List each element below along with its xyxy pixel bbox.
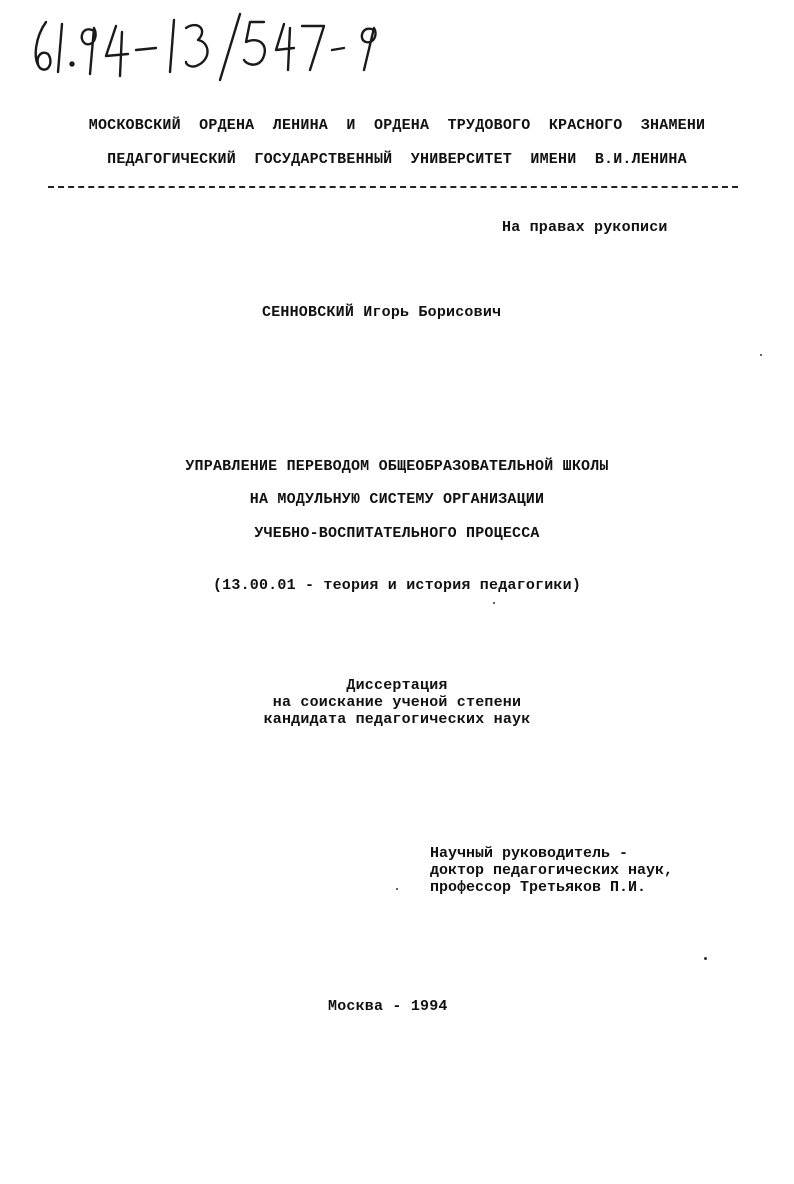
dashed-separator	[48, 186, 738, 188]
manuscript-note: На правах рукописи	[502, 219, 668, 236]
supervisor-line-3: профессор Третьяков П.И.	[430, 879, 647, 896]
author-name: СЕННОВСКИЙ Игорь Борисович	[262, 304, 502, 321]
scan-speck	[396, 888, 398, 890]
scan-speck	[493, 602, 495, 604]
place-and-year: Москва - 1994	[328, 998, 448, 1015]
supervisor-line-2: доктор педагогических наук,	[430, 862, 674, 879]
title-line-3: УЧЕБНО-ВОСПИТАТЕЛЬНОГО ПРОЦЕССА	[254, 525, 540, 542]
specialty-code: (13.00.01 - теория и история педагогики)	[212, 577, 582, 594]
title-line-1: УПРАВЛЕНИЕ ПЕРЕВОДОМ ОБЩЕОБРАЗОВАТЕЛЬНОЙ ШКОЛЫ	[185, 458, 609, 475]
handwritten-archive-code	[28, 6, 388, 82]
supervisor-line-1: Научный руководитель -	[430, 845, 629, 862]
scientific-supervisor	[430, 845, 673, 896]
scan-speck	[760, 354, 762, 356]
degree-line-2: на соискание ученой степени	[272, 694, 522, 711]
scan-speck	[704, 957, 707, 960]
institution-line-1: МОСКОВСКИЙ ОРДЕНА ЛЕНИНА И ОРДЕНА ТРУДОВОГО КРАСНОГО ЗНАМЕНИ	[88, 117, 706, 134]
handwriting-drawing	[28, 6, 388, 82]
title-line-2: НА МОДУЛЬНУЮ СИСТЕМУ ОРГАНИЗАЦИИ	[249, 491, 545, 508]
institution-line-2: ПЕДАГОГИЧЕСКИЙ ГОСУДАРСТВЕННЫЙ УНИВЕРСИТЕТ ИМЕНИ В.И.ЛЕНИНА	[107, 151, 687, 168]
degree-line-3: кандидата педагогических наук	[263, 711, 531, 728]
degree-line-1: Диссертация	[346, 677, 448, 694]
